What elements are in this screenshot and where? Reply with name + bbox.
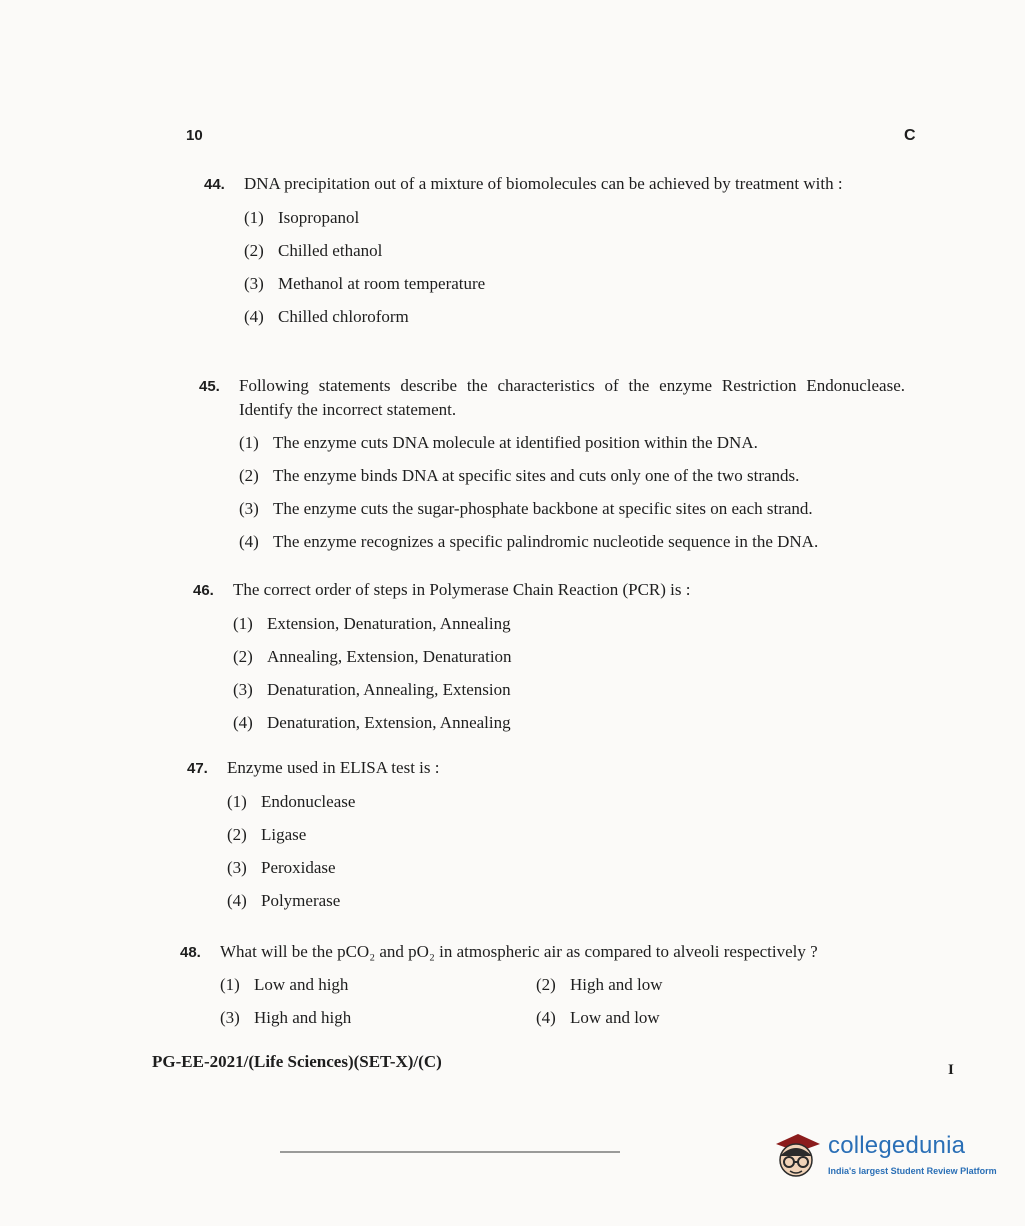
graduate-cap-face-icon <box>768 1126 824 1182</box>
option-2: (2) Ligase <box>227 825 307 844</box>
question-number: 46. <box>193 582 214 599</box>
brand-tagline: India's largest Student Review Platform <box>828 1166 997 1176</box>
paper-code: PG-EE-2021/(Life Sciences)(SET-X)/(C) <box>152 1052 442 1071</box>
option-1: (1) Extension, Denaturation, Annealing <box>233 614 511 633</box>
question-text: DNA precipitation out of a mixture of biomolecules can be achieved by treatment with : <box>244 174 843 193</box>
option-3: (3) High and high <box>220 1008 352 1027</box>
option-2: (2) Annealing, Extension, Denaturation <box>233 647 512 666</box>
question-text: The correct order of steps in Polymerase Chain Reaction (PCR) is : <box>233 580 691 599</box>
page-mark: I <box>948 1062 954 1078</box>
option-3: (3) Methanol at room temperature <box>244 274 486 293</box>
divider <box>280 1151 620 1153</box>
brand-name: collegedunia <box>828 1132 966 1159</box>
question-46 <box>193 578 893 735</box>
question-text: Following statements describe the characteristics of the enzyme Restriction Endonuclease. Identify the incorrect statement. <box>239 376 905 419</box>
question-number: 47. <box>187 760 208 777</box>
brand-watermark <box>768 1126 998 1186</box>
option-4: (4) Chilled chloroform <box>244 307 409 326</box>
option-3: (3) Peroxidase <box>227 858 336 877</box>
option-2: (2) High and low <box>536 975 663 994</box>
option-4: (4) Polymerase <box>227 891 341 910</box>
question-number: 45. <box>199 378 220 395</box>
option-1: (1) Endonuclease <box>227 792 356 811</box>
option-4: (4) Denaturation, Extension, Annealing <box>233 713 511 732</box>
question-number: 48. <box>180 944 201 961</box>
question-45 <box>199 374 905 554</box>
question-text: What will be the pCO₂ and pO₂ in atmospheric air as compared to alveoli respectively ? <box>220 942 818 961</box>
option-3: (3) The enzyme cuts the sugar-phosphate backbone at specific sites on each strand. <box>239 499 813 518</box>
question-text: Enzyme used in ELISA test is : <box>227 758 440 777</box>
question-number: 44. <box>204 176 225 193</box>
question-44 <box>204 172 908 329</box>
option-1: (1) The enzyme cuts DNA molecule at identified position within the DNA. <box>239 433 758 452</box>
option-3: (3) Denaturation, Annealing, Extension <box>233 680 511 699</box>
option-1: (1) Isopropanol <box>244 208 360 227</box>
set-letter: C <box>904 127 916 144</box>
option-2: (2) The enzyme binds DNA at specific sites and cuts only one of the two strands. <box>239 466 800 485</box>
option-4: (4) The enzyme recognizes a specific palindromic nucleotide sequence in the DNA. <box>239 532 819 551</box>
page-number: 10 <box>186 127 203 144</box>
question-47 <box>187 756 887 913</box>
option-1: (1) Low and high <box>220 975 349 994</box>
question-48 <box>180 940 910 1030</box>
option-4: (4) Low and low <box>536 1008 660 1027</box>
option-2: (2) Chilled ethanol <box>244 241 383 260</box>
